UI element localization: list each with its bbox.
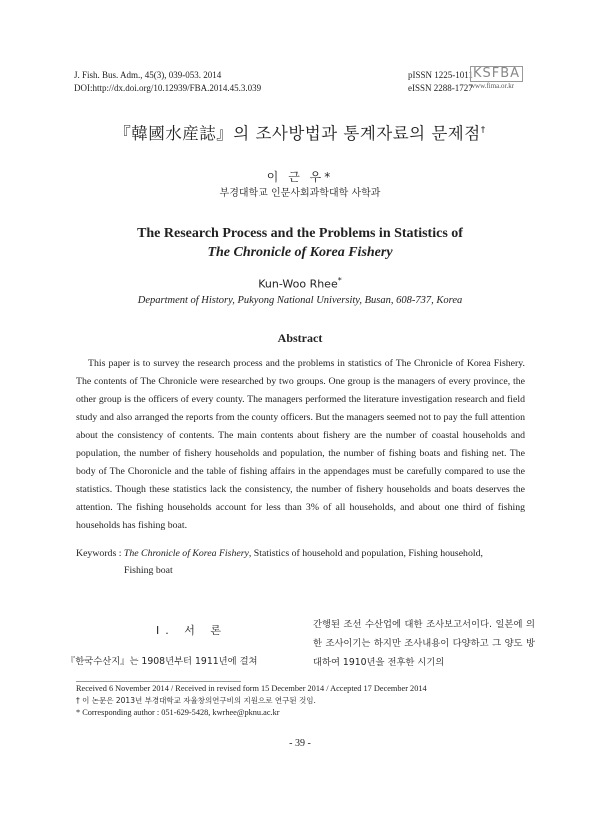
english-title-line2: The Chronicle of Korea Fishery [207,245,393,260]
abstract-body: This paper is to survey the research process and the problems in statistics of The Chronicle of Korea Fishery. The contents of The Chronicle were researched by two groups. One group is the managers of every province, the other group is the officers of every county. The managers performed the literature investigation research and field study and also arranged the reports from the county officers. But the managers seemed not to pay the full attention about the consistency of contents. The main contents about fishery are the number of coastal households and population, the number of fishery households and population, the number of fishing boats and fishing net. The body of The Choronicle and the table of fishing affairs in the appendages must be carefully compared to use the statistics. Though these statistics lack the consistency, the number of fishery households and boats deserves the attention. The fishing households account for less than 3% of all households, and about one third of fishing households has fishing boat. [76,358,525,531]
english-affiliation: Department of History, Pukyong National University, Busan, 608-737, Korea [137,295,463,306]
keywords [76,545,536,579]
korean-title [0,120,600,144]
footnote-divider [76,681,241,682]
english-author [0,276,600,291]
journal-citation [74,69,261,95]
keywords-line1 [76,545,536,562]
abstract-heading: Abstract [277,331,323,345]
ksfba-logo: KSFBA [470,66,523,82]
journal-volume-line: J. Fish. Bus. Adm., 45(3), 039-053. 2014 [74,70,222,80]
intro-right-column: 간행된 조선 수산업에 대한 조사보고서이다. 일본에 의한 조사이기는 하지만 조사내용이 다양하고 그 양도 방대하여 1910년을 전후한 시기의 [313,619,535,668]
pissn: pISSN 1225-1011 [408,70,473,80]
korean-affiliation: 부경대학교 인문사회과학대학 사학과 [219,188,381,199]
corresponding-author: * Corresponding author : 051-629-5428, kwrhee@pknu.ac.kr [76,708,280,717]
author-footnote-mark: * [337,276,342,285]
korean-author: 이 근 우* [266,170,334,184]
korean-title-text: 『韓國水産誌』의 조사방법과 통계자료의 문제점 [114,124,481,143]
keywords-label: Keywords : [76,548,124,559]
keywords-line2: Fishing boat [124,565,173,576]
title-footnote-mark: † [480,125,486,136]
page-number: - 39 - [289,738,311,749]
eissn: eISSN 2288-1727 [408,83,473,93]
keywords-rest: , Statistics of household and population, Fishing household, [248,548,483,559]
section-heading: Ⅰ. 서 론 [156,624,227,637]
intro-left-column: 『한국수산지』는 1908년부터 1911년에 걸쳐 [66,656,258,667]
english-title-line1: The Research Process and the Problems in Statistics of [137,226,463,241]
keyword-italic: The Chronicle of Korea Fishery [123,548,249,559]
received-dates: Received 6 November 2014 / Received in revised form 15 December 2014 / Accepted 17 December 2014 [76,684,427,693]
english-author-name: Kun-Woo Rhee [258,277,338,291]
doi-link[interactable]: DOI:http://dx.doi.org/10.12939/FBA.2014.45.3.039 [74,83,262,93]
footnotes [76,683,536,719]
journal-website[interactable]: www.fima.or.kr [470,82,515,90]
funding-note: † 이 논문은 2013년 부경대학교 자율창의연구비의 지원으로 연구된 것임. [76,696,316,705]
